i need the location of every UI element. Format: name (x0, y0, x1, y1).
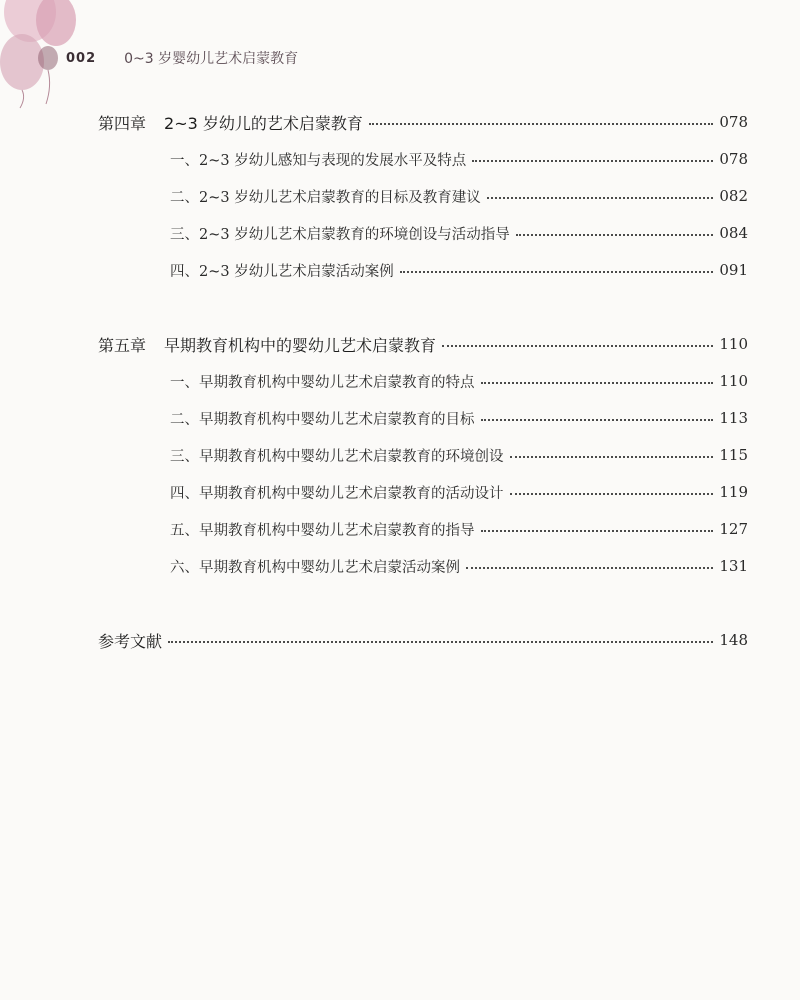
section-label: 三、早期教育机构中婴幼儿艺术启蒙教育的环境创设 (170, 448, 504, 465)
leader-dots (481, 530, 714, 532)
toc-section[interactable] (98, 367, 748, 395)
section-page: 131 (719, 557, 748, 575)
section-page: 119 (719, 483, 748, 501)
toc-chapter-5[interactable] (98, 330, 748, 358)
chapter-page: 078 (719, 113, 748, 131)
section-label: 三、2~3 岁幼儿艺术启蒙教育的环境创设与活动指导 (170, 226, 510, 243)
leader-dots (481, 382, 714, 384)
section-page: 084 (719, 224, 748, 242)
section-label: 二、2~3 岁幼儿艺术启蒙教育的目标及教育建议 (170, 189, 481, 206)
references-label: 参考文献 (98, 631, 163, 651)
section-label: 五、早期教育机构中婴幼儿艺术启蒙教育的指导 (170, 522, 475, 539)
leader-dots (510, 493, 714, 495)
section-label: 四、2~3 岁幼儿艺术启蒙活动案例 (170, 263, 394, 280)
page-header (66, 46, 298, 70)
chapter-page: 110 (719, 335, 748, 353)
page-number: 002 (66, 50, 97, 66)
toc-section[interactable] (98, 219, 748, 247)
toc-section[interactable] (98, 478, 748, 506)
section-page: 091 (719, 261, 748, 279)
chapter-number: 第四章 (98, 113, 147, 133)
references-page: 148 (719, 631, 748, 649)
leader-dots (510, 456, 714, 458)
section-page: 110 (719, 372, 748, 390)
book-title: 0~3 岁婴幼儿艺术启蒙教育 (124, 51, 299, 67)
section-label: 四、早期教育机构中婴幼儿艺术启蒙教育的活动设计 (170, 485, 504, 502)
section-label: 一、早期教育机构中婴幼儿艺术启蒙教育的特点 (170, 374, 475, 391)
leader-dots (168, 641, 713, 643)
leader-dots (481, 419, 714, 421)
section-page: 113 (719, 409, 748, 427)
section-label: 六、早期教育机构中婴幼儿艺术启蒙活动案例 (170, 559, 460, 576)
toc-section[interactable] (98, 145, 748, 173)
chapter-heading (98, 111, 363, 134)
section-page: 078 (719, 150, 748, 168)
toc-section[interactable] (98, 182, 748, 210)
section-label: 二、早期教育机构中婴幼儿艺术启蒙教育的目标 (170, 411, 475, 428)
toc-chapter-4[interactable] (98, 108, 748, 136)
toc-section[interactable] (98, 256, 748, 284)
section-label: 一、2~3 岁幼儿感知与表现的发展水平及特点 (170, 152, 467, 169)
leader-dots (400, 271, 714, 273)
toc-section[interactable] (98, 404, 748, 432)
chapter-number: 第五章 (98, 335, 147, 355)
leader-dots (472, 160, 713, 162)
leader-dots (442, 345, 713, 347)
toc-references[interactable] (98, 626, 748, 654)
chapter-heading (98, 333, 436, 356)
leader-dots (516, 234, 714, 236)
section-page: 082 (719, 187, 748, 205)
section-page: 127 (719, 520, 748, 538)
chapter-title: 早期教育机构中的婴幼儿艺术启蒙教育 (164, 335, 437, 355)
toc-section[interactable] (98, 552, 748, 580)
chapter-title: 2~3 岁幼儿的艺术启蒙教育 (164, 113, 363, 133)
leader-dots (369, 123, 713, 125)
section-page: 115 (719, 446, 748, 464)
toc-section[interactable] (98, 515, 748, 543)
leader-dots (466, 567, 713, 569)
leader-dots (487, 197, 714, 199)
toc-section[interactable] (98, 441, 748, 469)
